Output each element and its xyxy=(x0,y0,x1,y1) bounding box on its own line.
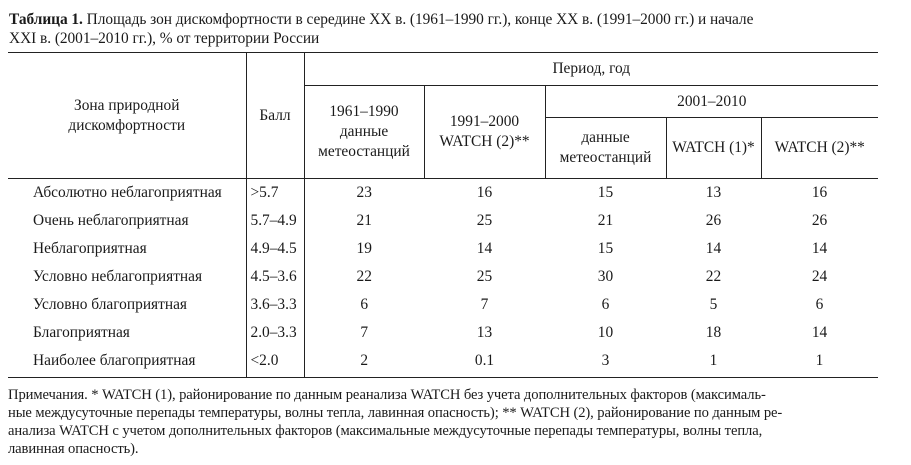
caption-line-2: XXI в. (2001–2010 гг.), % от территории России xyxy=(9,30,320,47)
value-cell: 13 xyxy=(705,184,722,201)
table-row xyxy=(8,207,878,235)
value-cell: 21 xyxy=(356,212,372,229)
table-row xyxy=(8,319,878,347)
value-cell: 26 xyxy=(705,212,722,229)
ball-cell: 3.6–3.3 xyxy=(246,291,304,319)
table-row xyxy=(8,179,878,208)
value-cell: 15 xyxy=(597,240,614,257)
header-1991-line-2: WATCH (2)** xyxy=(439,133,530,150)
caption-label: Таблица 1. xyxy=(9,11,83,28)
value-cell: 25 xyxy=(476,268,493,285)
zone-cell: Очень неблагоприятная xyxy=(8,207,246,235)
header-2001-watch2: WATCH (2)** xyxy=(761,118,878,179)
table-row xyxy=(8,263,878,291)
table-row xyxy=(8,291,878,319)
ball-cell: 5.7–4.9 xyxy=(246,207,304,235)
table-row xyxy=(8,235,878,263)
notes-line-4: лавинная опасность). xyxy=(8,441,139,457)
value-cell: 19 xyxy=(356,240,372,257)
notes-line-2: ные междусуточные перепады температуры, волны тепла, лавинная опасность); ** WATCH (2), районирование по данным ре- xyxy=(8,405,783,421)
value-cell: 23 xyxy=(356,184,372,201)
value-cell: 14 xyxy=(811,240,828,257)
ball-cell: <2.0 xyxy=(246,347,304,378)
value-cell: 7 xyxy=(360,324,369,341)
header-1961-line-2: данные xyxy=(339,123,389,140)
header-ball: Балл xyxy=(246,53,304,179)
header-1961-1990 xyxy=(304,86,424,179)
notes-line-3: анализа WATCH с учетом дополнительных факторов (максимальные междусуточные перепады температуры, волны тепла, xyxy=(8,423,763,439)
value-cell: 15 xyxy=(597,184,614,201)
value-cell: 21 xyxy=(597,212,614,229)
value-cell: 16 xyxy=(476,184,493,201)
header-2001-2010: 2001–2010 xyxy=(545,86,878,118)
header-1991-2000 xyxy=(424,86,545,179)
value-cell: 26 xyxy=(811,212,828,229)
value-cell: 14 xyxy=(811,324,828,341)
zone-cell: Условно благоприятная xyxy=(8,291,246,319)
header-1961-line-3: метеостанций xyxy=(318,143,410,160)
value-cell: 6 xyxy=(360,296,369,313)
header-period: Период, год xyxy=(304,53,878,86)
value-cell: 7 xyxy=(480,296,489,313)
value-cell: 24 xyxy=(811,268,828,285)
value-cell: 1 xyxy=(761,347,878,378)
value-cell: 22 xyxy=(356,268,372,285)
value-cell: 6 xyxy=(601,296,610,313)
header-2001-meteo-line-2: метеостанций xyxy=(559,149,652,166)
ball-cell: 2.0–3.3 xyxy=(246,319,304,347)
discomfort-zones-table xyxy=(8,52,878,378)
caption-line-1: Площадь зон дискомфортности в середине XX в. (1961–1990 гг.), конце XX в. (1991–2000 гг.) и начале xyxy=(82,11,754,28)
ball-cell: 4.9–4.5 xyxy=(246,235,304,263)
zone-cell: Неблагоприятная xyxy=(8,235,246,263)
value-cell: 5 xyxy=(709,296,718,313)
value-cell: 16 xyxy=(811,184,828,201)
header-1961-line-1: 1961–1990 xyxy=(329,103,399,120)
value-cell: 25 xyxy=(476,212,493,229)
header-2001-meteo xyxy=(545,118,666,179)
value-cell: 13 xyxy=(476,324,493,341)
header-zone-line-1: Зона природной xyxy=(74,96,180,114)
value-cell: 22 xyxy=(705,268,722,285)
header-2001-watch1: WATCH (1)* xyxy=(666,118,761,179)
value-cell: 30 xyxy=(597,268,614,285)
value-cell: 6 xyxy=(815,296,824,313)
ball-cell: 4.5–3.6 xyxy=(246,263,304,291)
header-2001-meteo-line-1: данные xyxy=(581,129,630,146)
ball-cell: >5.7 xyxy=(246,179,304,208)
notes-line-1: Примечания. * WATCH (1), районирование по данным реанализа WATCH без учета дополнительных факторов (максималь- xyxy=(8,387,766,403)
table-caption xyxy=(9,10,903,48)
value-cell: 14 xyxy=(705,240,722,257)
zone-cell: Наиболее благоприятная xyxy=(8,347,246,378)
zone-cell: Благоприятная xyxy=(8,319,246,347)
header-zone-line-2: дискомфортности xyxy=(68,116,186,134)
value-cell: 1 xyxy=(666,347,761,378)
value-cell: 18 xyxy=(705,324,722,341)
value-cell: 0.1 xyxy=(424,347,545,378)
table-row xyxy=(8,347,878,378)
zone-cell: Абсолютно неблагоприятная xyxy=(8,179,246,208)
value-cell: 2 xyxy=(304,347,424,378)
table-notes xyxy=(8,386,878,458)
value-cell: 10 xyxy=(597,324,614,341)
header-zone xyxy=(8,53,246,179)
header-1991-line-1: 1991–2000 xyxy=(449,113,520,130)
value-cell: 14 xyxy=(476,240,493,257)
value-cell: 3 xyxy=(545,347,666,378)
zone-cell: Условно неблагоприятная xyxy=(8,263,246,291)
